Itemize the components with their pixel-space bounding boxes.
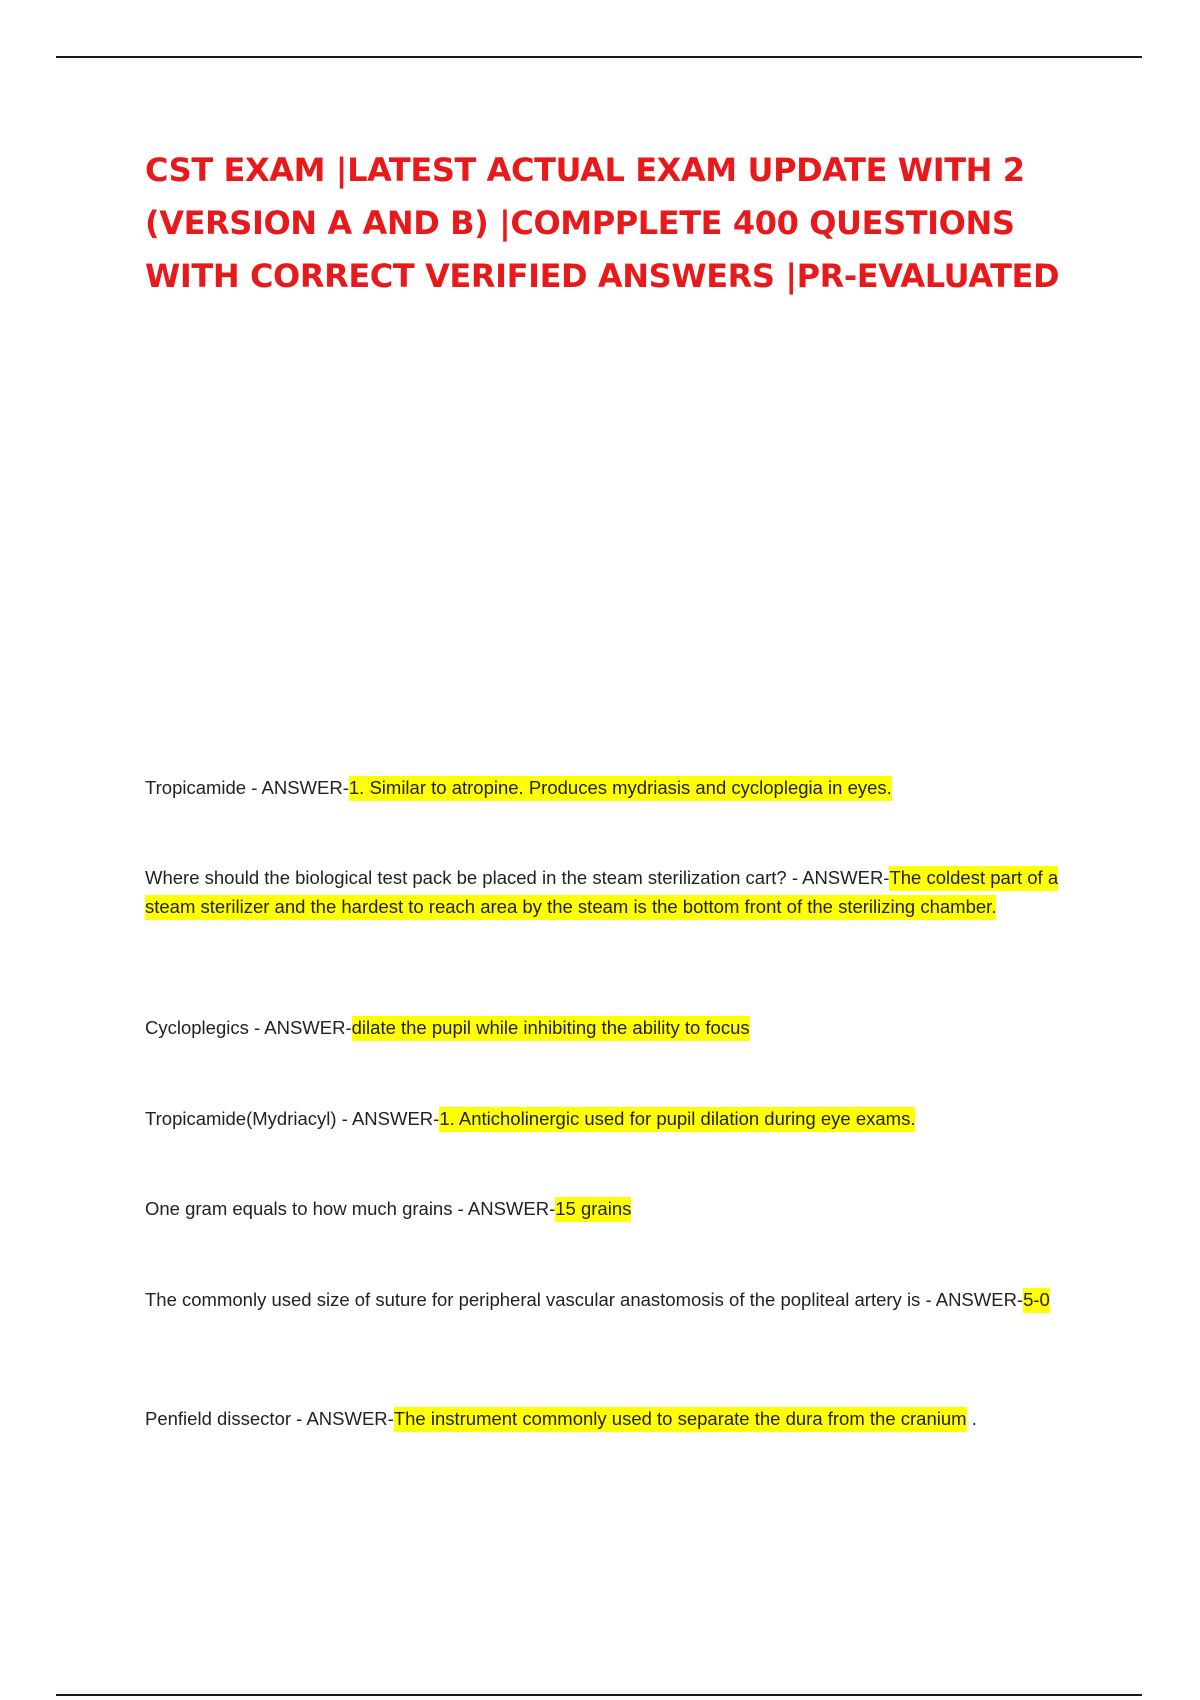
answer-highlight: dilate the pupil while inhibiting the ability to focus	[352, 1016, 750, 1041]
document-title: CST EXAM |LATEST ACTUAL EXAM UPDATE WITH 2 (VERSION A AND B) |COMPPLETE 400 QUESTIONS WITH CORRECT VERIFIED ANSWERS |PR-EVALUATED	[145, 151, 1060, 295]
qa-item	[145, 1013, 1105, 1042]
question-text: Penfield dissector - ANSWER-	[145, 1408, 394, 1429]
answer-highlight: 1. Similar to atropine. Produces mydriasis and cycloplegia in eyes.	[349, 776, 892, 801]
qa-item	[145, 1104, 1105, 1133]
question-text: Where should the biological test pack be placed in the steam sterilization cart? - ANSWER-	[145, 867, 890, 888]
qa-item	[145, 1404, 1105, 1433]
answer-highlight: The instrument commonly used to separate the dura from the cranium	[394, 1407, 967, 1432]
answer-highlight: 1. Anticholinergic used for pupil dilation during eye exams.	[439, 1107, 915, 1132]
answer-highlight: 15 grains	[555, 1197, 631, 1222]
question-text: Tropicamide - ANSWER-	[145, 777, 349, 798]
answer-highlight: 5-0	[1023, 1288, 1050, 1313]
question-text: The commonly used size of suture for peripheral vascular anastomosis of the popliteal artery is - ANSWER-	[145, 1289, 1024, 1310]
question-text: One gram equals to how much grains - ANSWER-	[145, 1198, 556, 1219]
qa-item	[145, 1285, 1105, 1314]
qa-item	[145, 1194, 1105, 1223]
trailing-period: .	[971, 1408, 977, 1429]
bottom-rule	[56, 1694, 1142, 1696]
question-text: Tropicamide(Mydriacyl) - ANSWER-	[145, 1108, 440, 1129]
qa-item	[145, 773, 1105, 802]
answer-highlight: The coldest part of a steam sterilizer and the hardest to reach area by the steam is the bottom front of the sterilizing chamber.	[145, 866, 1058, 920]
top-rule	[56, 56, 1142, 58]
question-text: Cycloplegics - ANSWER-	[145, 1017, 352, 1038]
qa-item	[145, 863, 1105, 921]
